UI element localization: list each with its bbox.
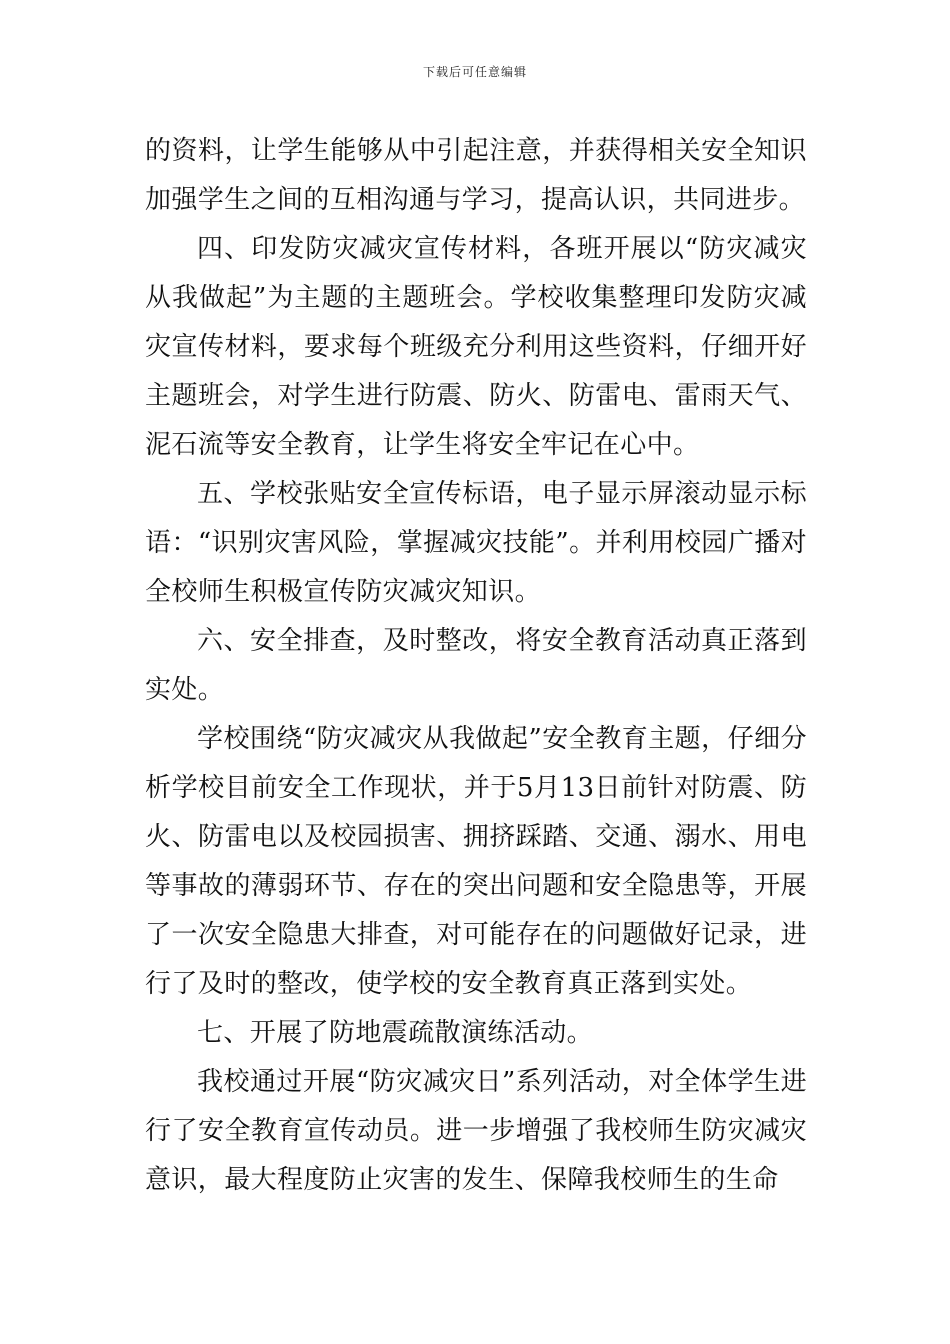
paragraph-5: 学校围绕“防灾减灾从我做起”安全教育主题，仔细分析学校目前安全工作现状，并于5月13日前针对防震、防火、防雷电以及校园损害、拥挤踩踏、交通、溺水、用电等事故的薄弱环节、存在的突出问题和安全隐患等，开展了一次安全隐患大排查，对可能存在的问题做好记录，进行了及时的整改，使学校的安全教育真正落到实处。 (145, 724, 807, 999)
paragraph-2: 四、印发防灾减灾宣传材料，各班开展以“防灾减灾从我做起”为主题的主题班会。学校收集整理印发防灾减灾宣传材料，要求每个班级充分利用这些资料，仔细开好主题班会，对学生进行防震、防火、防雷电、雷雨天气、泥石流等安全教育，让学生将安全牢记在心中。 (145, 234, 807, 460)
paragraph-6: 七、开展了防地震疏散演练活动。 (197, 1018, 594, 1048)
paragraph-4: 六、安全排查，及时整改，将安全教育活动真正落到实处。 (145, 626, 807, 705)
paragraph-7: 我校通过开展“防灾减灾日”系列活动，对全体学生进行了安全教育宣传动员。进一步增强了我校师生防灾减灾意识，最大程度防止灾害的发生、保障我校师生的生命 (145, 1067, 807, 1195)
document-body (145, 127, 807, 1205)
paragraph-3: 五、学校张贴安全宣传标语，电子显示屏滚动显示标语：“识别灾害风险，掌握减灾技能”。并利用校园广播对全校师生积极宣传防灾减灾知识。 (145, 479, 807, 607)
paragraph-1: 的资料，让学生能够从中引起注意，并获得相关安全知识加强学生之间的互相沟通与学习，提高认识，共同进步。 (145, 136, 807, 215)
page-header: 下载后可任意编辑 (422, 65, 527, 79)
